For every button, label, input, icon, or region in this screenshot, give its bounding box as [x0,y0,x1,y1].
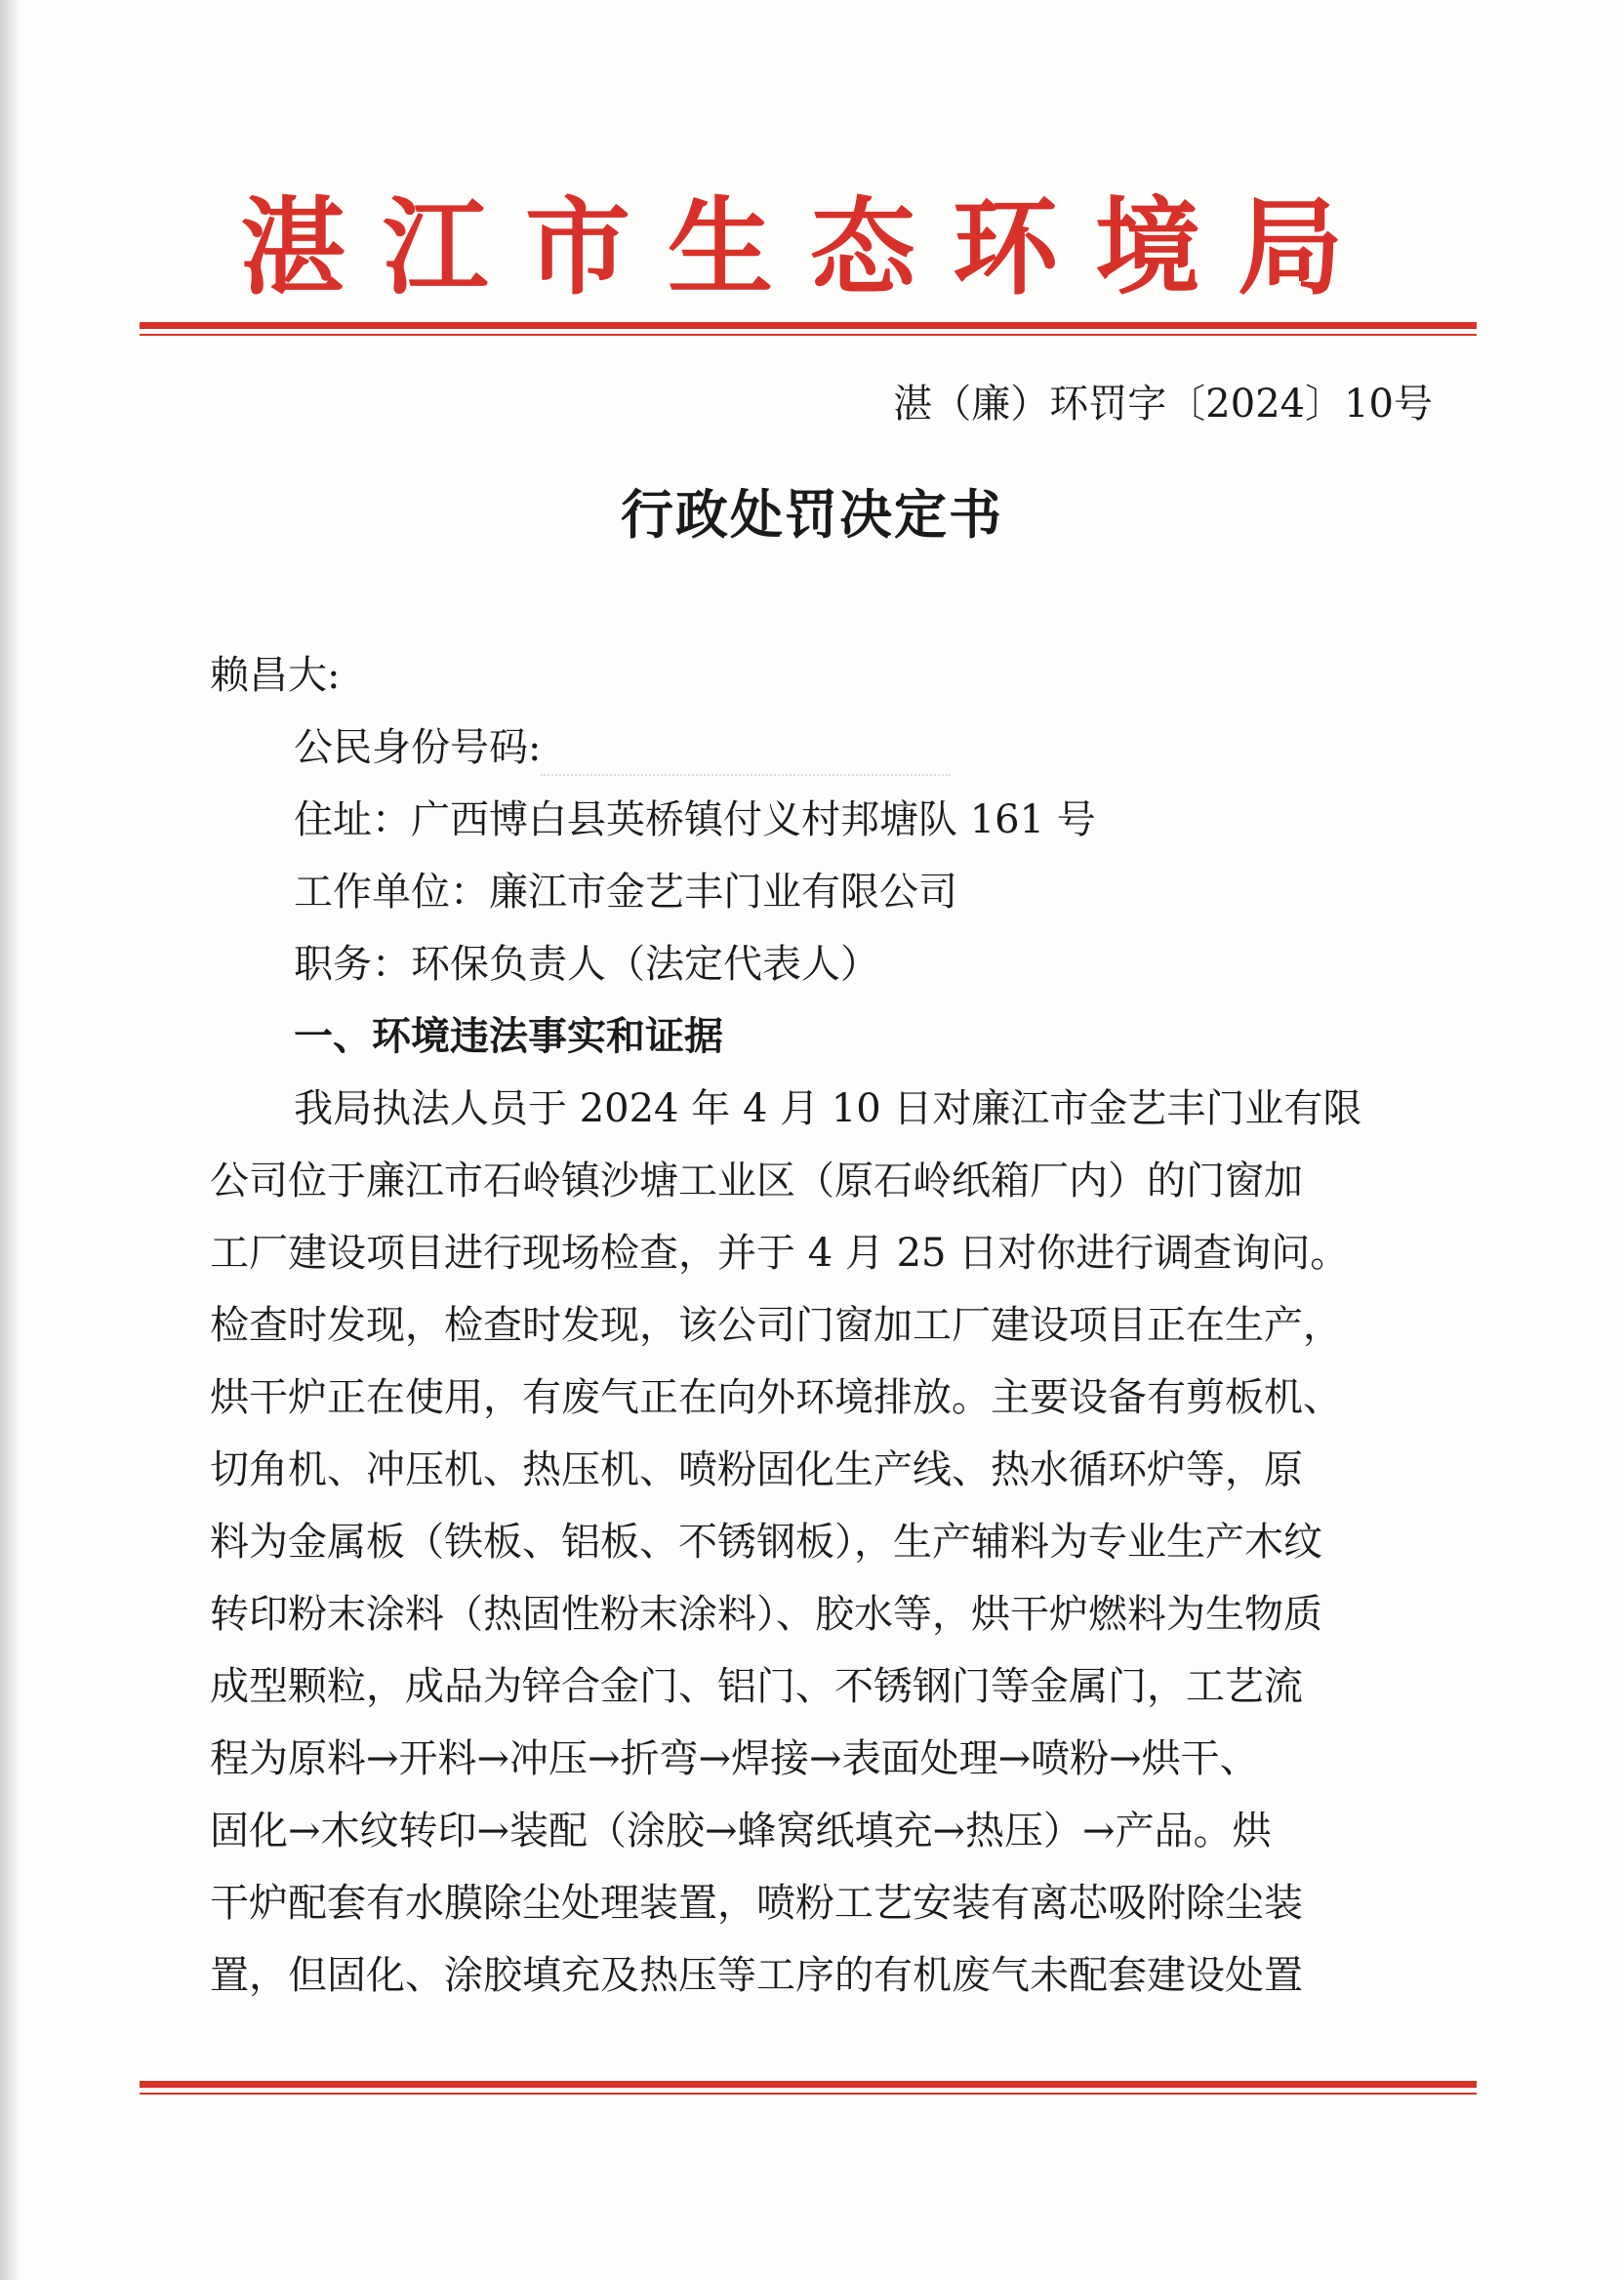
paragraph-line: 公司位于廉江市石岭镇沙塘工业区（原石岭纸箱厂内）的门窗加 [210,1159,1303,1203]
position-line: 职务：环保负责人（法定代表人） [294,942,879,987]
paragraph-line: 切角机、冲压机、热压机、喷粉固化生产线、热水循环炉等，原 [210,1447,1303,1492]
paragraph-line: 干炉配套有水膜除尘处理装置，喷粉工艺安装有离芯吸附除尘装 [210,1881,1303,1926]
paragraph-line: 我局执法人员于 2024 年 4 月 10 日对廉江市金艺丰门业有限 [294,1086,1362,1131]
section-heading: 一、环境违法事实和证据 [294,1014,723,1059]
paragraph-line: 转印粉末涂料（热固性粉末涂料）、胶水等，烘干炉燃料为生物质 [210,1592,1322,1637]
employer-line: 工作单位：廉江市金艺丰门业有限公司 [294,870,957,915]
paragraph-line: 程为原料→开料→冲压→折弯→焊接→表面处理→喷粉→烘干、 [210,1736,1259,1781]
document-number: 湛（廉）环罚字〔2024〕10号 [893,382,1433,427]
document-title: 行政处罚决定书 [621,483,1003,546]
scan-edge-shadow [0,0,21,2280]
paragraph-line: 固化→木纹转印→装配（涂胶→蜂窝纸填充→热压）→产品。烘 [210,1809,1272,1853]
addressee: 赖昌大: [210,653,341,698]
id-number-redacted [541,772,951,776]
id-number-row [210,712,1440,784]
footer-red-rule [140,2081,1477,2095]
address-line: 住址：广西博白县英桥镇付义村邦塘队 161 号 [294,797,1096,842]
id-number-label: 公民身份号码: [294,725,542,770]
document-body [210,639,1440,2012]
paragraph-line: 料为金属板（铁板、铝板、不锈钢板），生产辅料为专业生产木纹 [210,1520,1322,1565]
paragraph-line: 成型颗粒，成品为锌合金门、铝门、不锈钢门等金属门，工艺流 [210,1664,1303,1709]
paragraph-line: 工厂建设项目进行现场检查，并于 4 月 25 日对你进行调查询问。 [210,1231,1350,1276]
paragraph-line: 检查时发现，检查时发现，该公司门窗加工厂建设项目正在生产， [210,1303,1342,1348]
paragraph-line: 置，但固化、涂胶填充及热压等工序的有机废气未配套建设处置 [210,1953,1303,1998]
letterhead-red-rule [140,322,1477,336]
paragraph-line: 烘干炉正在使用，有废气正在向外环境排放。主要设备有剪板机、 [210,1375,1342,1420]
agency-letterhead: 湛江市生态环境局 [239,187,1380,309]
